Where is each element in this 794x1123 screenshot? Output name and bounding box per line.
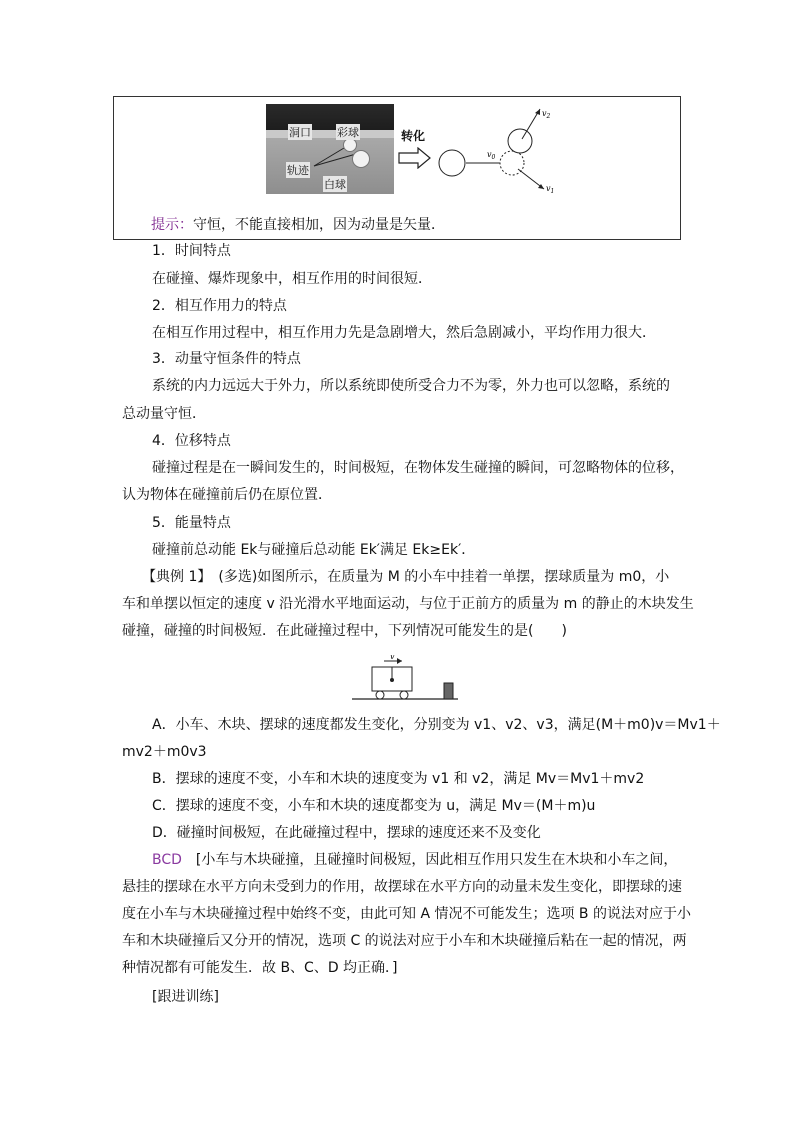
v0-label: $v_0$ <box>487 150 496 161</box>
section-4-body-1: 碰撞过程是在一瞬间发生的，时间极短，在物体发生碰撞的瞬间，可忽略物体的位移， <box>152 460 684 476</box>
section-4-body-2: 认为物体在碰撞前后仍在原位置． <box>122 487 332 503</box>
cart-figure <box>350 655 460 705</box>
figure-box <box>113 96 681 240</box>
explanation-4: 车和木块碰撞后又分开的情况，选项 C 的说法对应于小车和木块碰撞后粘在一起的情况，两 <box>122 933 687 949</box>
example-line-2: 车和单摆以恒定的速度 v 沿光滑水平地面运动，与位于正前方的质量为 m 的静止的木块发生 <box>122 596 694 612</box>
pocket-label: 洞口 <box>289 126 311 139</box>
convert-label: 转化 <box>401 129 426 143</box>
section-4-heading: 4．位移特点 <box>152 433 231 449</box>
colored-ball <box>343 138 357 152</box>
section-5-heading: 5．能量特点 <box>152 515 231 531</box>
answer-line-1 <box>152 851 677 869</box>
white-ball <box>352 150 370 168</box>
hint-text: 守恒，不能直接相加，因为动量是矢量． <box>193 217 445 233</box>
follow-up-heading: [跟进训练] <box>152 989 219 1005</box>
section-2-body: 在相互作用过程中，相互作用力先是急剧增大，然后急剧减小，平均作用力很大． <box>152 325 656 341</box>
explanation-3: 度在小车与木块碰撞过程中始终不变，由此可知 A 情况不可能发生；选项 B 的说法对应于小 <box>122 906 691 922</box>
collision-diagram <box>434 99 564 201</box>
cart-velocity-label: v <box>390 655 395 661</box>
section-3-body-1: 系统的内力远远大于外力，所以系统即使所受合力不为零，外力也可以忽略，系统的 <box>152 378 670 394</box>
v2-label: $v_2$ <box>542 109 551 120</box>
section-2-heading: 2．相互作用力的特点 <box>152 298 287 314</box>
answer-key: BCD <box>152 852 182 868</box>
example-line-3: 碰撞，碰撞的时间极短．在此碰撞过程中，下列情况可能发生的是( ) <box>122 623 567 639</box>
section-3-heading: 3．动量守恒条件的特点 <box>152 351 301 367</box>
option-c: C．摆球的速度不变，小车和木块的速度都变为 u，满足 Mv＝(M＋m)u <box>152 798 596 814</box>
track-label: 轨迹 <box>287 164 309 177</box>
explanation-1: [小车与木块碰撞，且碰撞时间极短，因此相互作用只发生在木块和小车之间， <box>181 852 678 868</box>
option-a-line-1: A．小车、木块、摆球的速度都发生变化，分别变为 v1、v2、v3，满足(M＋m0)v＝Mv1＋ <box>152 717 721 733</box>
section-1-heading: 1．时间特点 <box>152 243 231 259</box>
colored-ball-label: 彩球 <box>337 126 359 139</box>
wood-block <box>444 683 453 699</box>
example-line-1: 【典例 1】 (多选)如图所示，在质量为 M 的小车中挂着一单摆，摆球质量为 m0，小 <box>142 569 670 585</box>
section-1-body: 在碰撞、爆炸现象中，相互作用的时间很短． <box>152 271 432 287</box>
option-a-line-2: mv2＋m0v3 <box>122 744 207 760</box>
option-b: B．摆球的速度不变，小车和木块的速度变为 v1 和 v2，满足 Mv＝Mv1＋mv2 <box>152 771 645 787</box>
v1-label: $v_1$ <box>546 184 555 195</box>
white-ball-label: 白球 <box>324 178 346 191</box>
explanation-2: 悬挂的摆球在水平方向未受到力的作用，故摆球在水平方向的动量未发生变化，即摆球的速 <box>122 879 682 895</box>
hint-line <box>151 214 445 234</box>
section-3-body-2: 总动量守恒． <box>122 406 206 422</box>
explanation-5: 种情况都有可能发生．故 B、C、D 均正确．] <box>122 960 398 976</box>
option-d: D．碰撞时间极短，在此碰撞过程中，摆球的速度还来不及变化 <box>152 825 541 841</box>
hint-tag: 提示： <box>151 217 193 233</box>
right-arrow-icon <box>398 147 432 169</box>
billiards-photo <box>266 104 394 194</box>
section-5-body: 碰撞前总动能 Ek与碰撞后总动能 Ek′满足 Ek≥Ek′． <box>152 542 476 558</box>
